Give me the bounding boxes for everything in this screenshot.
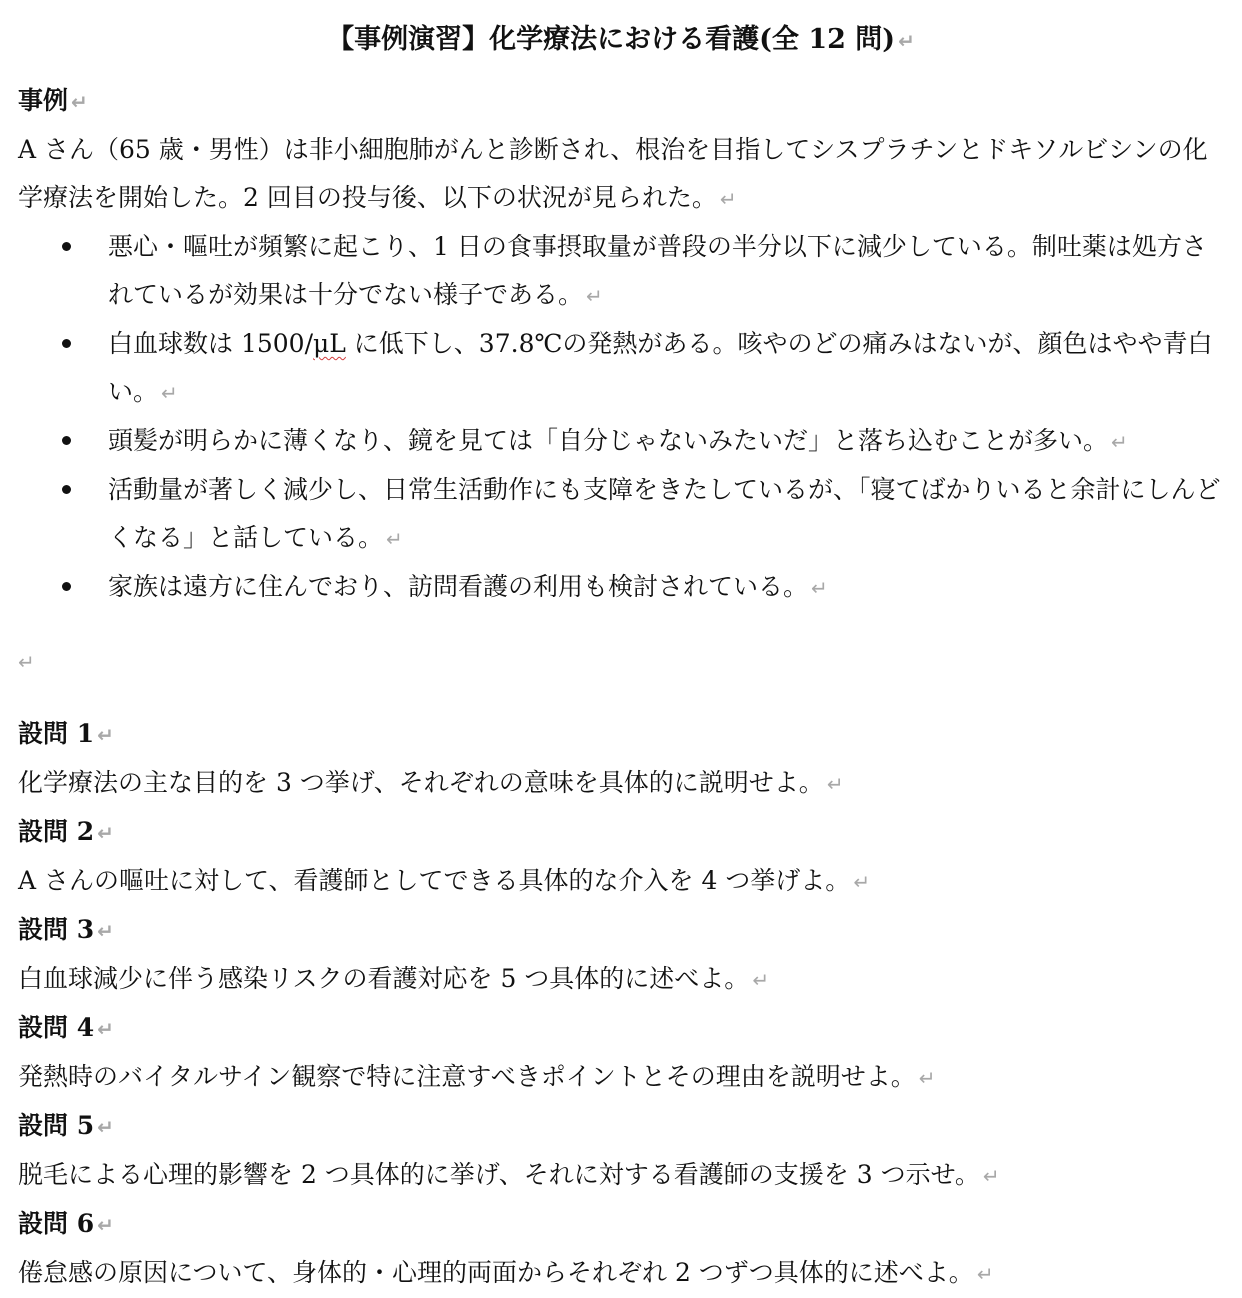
question-body: 化学療法の主な目的を 3 つ挙げ、それぞれの意味を具体的に説明せよ。 <box>18 768 824 797</box>
question-list <box>18 710 1224 1298</box>
question-heading-text: 設問 2 <box>18 817 95 846</box>
question-heading <box>18 1102 1224 1151</box>
empty-paragraph <box>18 637 1224 685</box>
question-heading-text: 設問 6 <box>18 1209 95 1238</box>
question-body: 白血球減少に伴う感染リスクの看護対応を 5 つ具体的に述べよ。 <box>18 964 750 993</box>
question-heading-text: 設問 1 <box>18 719 95 748</box>
bullet-text: 活動量が著しく減少し、日常生活動作にも支障をきたしているが、「寝てばかりいると余計にしんどくなる」と話している。 <box>108 475 1221 552</box>
bullet-text: 白血球数は 1500/ <box>108 329 313 358</box>
paragraph-mark-icon: ↵ <box>918 1066 936 1090</box>
bullet-icon <box>62 436 71 445</box>
paragraph-mark-icon: ↵ <box>752 968 770 992</box>
case-heading-text: 事例 <box>18 86 69 115</box>
case-heading <box>18 77 1224 126</box>
bullet-icon <box>62 485 71 494</box>
paragraph-mark-icon: ↵ <box>976 1262 994 1286</box>
bullet-icon <box>62 582 71 591</box>
paragraph-mark-icon: ↵ <box>898 29 915 53</box>
bullet-icon <box>62 339 71 348</box>
case-intro <box>18 126 1224 223</box>
case-bullet-item <box>18 417 1224 466</box>
question-text <box>18 1053 1224 1102</box>
paragraph-mark-icon: ↵ <box>719 187 737 211</box>
paragraph-mark-icon: ↵ <box>97 821 114 845</box>
paragraph-mark-icon: ↵ <box>1111 430 1128 454</box>
case-bullet-list <box>18 223 1224 612</box>
question-text <box>18 1249 1224 1298</box>
question-text <box>18 857 1224 906</box>
bullet-text: 頭髪が明らかに薄くなり、鏡を見ては「自分じゃないみたいだ」と落ち込むことが多い。 <box>108 426 1109 455</box>
question-heading-text: 設問 3 <box>18 915 95 944</box>
question-body: A さんの嘔吐に対して、看護師としてできる具体的な介入を 4 つ挙げよ。 <box>18 866 851 895</box>
question-body: 発熱時のバイタルサイン観察で特に注意すべきポイントとその理由を説明せよ。 <box>18 1062 916 1091</box>
document-title <box>18 16 1224 65</box>
paragraph-mark-icon: ↵ <box>97 1115 114 1139</box>
paragraph-mark-icon: ↵ <box>97 723 114 747</box>
paragraph-mark-icon: ↵ <box>586 284 603 308</box>
question-heading <box>18 906 1224 955</box>
question-heading-text: 設問 5 <box>18 1111 95 1140</box>
paragraph-mark-icon: ↵ <box>826 772 844 796</box>
paragraph-mark-icon: ↵ <box>386 527 403 551</box>
question-text <box>18 1151 1224 1200</box>
question-text <box>18 759 1224 808</box>
paragraph-mark-icon: ↵ <box>853 870 871 894</box>
case-bullet-item <box>18 320 1224 417</box>
paragraph-mark-icon: ↵ <box>982 1164 1000 1188</box>
case-intro-text: A さん（65 歳・男性）は非小細胞肺がんと診断され、根治を目指してシスプラチンとドキソルビシンの化学療法を開始した。2 回目の投与後、以下の状況が見られた。 <box>18 135 1208 212</box>
question-body: 脱毛による心理的影響を 2 つ具体的に挙げ、それに対する看護師の支援を 3 つ示せ。 <box>18 1160 980 1189</box>
bullet-text: に低下し、37.8℃の発熱がある。咳やのどの痛みはないが、顔色はやや青白い。 <box>108 329 1213 406</box>
question-heading-text: 設問 4 <box>18 1013 95 1042</box>
paragraph-mark-icon: ↵ <box>97 1213 114 1237</box>
case-bullet-item <box>18 223 1224 320</box>
case-bullet-item <box>18 466 1224 563</box>
question-heading <box>18 1004 1224 1053</box>
bullet-text: 悪心・嘔吐が頻繁に起こり、1 日の食事摂取量が普段の半分以下に減少している。制吐薬は処方されているが効果は十分でない様子である。 <box>108 232 1207 309</box>
question-text <box>18 955 1224 1004</box>
question-heading <box>18 710 1224 759</box>
case-bullet-item <box>18 563 1224 612</box>
paragraph-mark-icon: ↵ <box>71 90 88 114</box>
paragraph-mark-icon: ↵ <box>97 919 114 943</box>
paragraph-mark-icon: ↵ <box>811 576 828 600</box>
bullet-icon <box>62 242 71 251</box>
bullet-text: 家族は遠方に住んでおり、訪問看護の利用も検討されている。 <box>108 572 809 601</box>
question-body: 倦怠感の原因について、身体的・心理的両面からそれぞれ 2 つずつ具体的に述べよ。 <box>18 1258 974 1287</box>
paragraph-mark-icon: ↵ <box>161 381 178 405</box>
paragraph-mark-icon: ↵ <box>18 650 35 674</box>
paragraph-mark-icon: ↵ <box>97 1017 114 1041</box>
document-title-text: 【事例演習】化学療法における看護(全 12 問) <box>327 24 896 55</box>
spellcheck-flagged-word: μL <box>313 329 346 358</box>
question-heading <box>18 808 1224 857</box>
